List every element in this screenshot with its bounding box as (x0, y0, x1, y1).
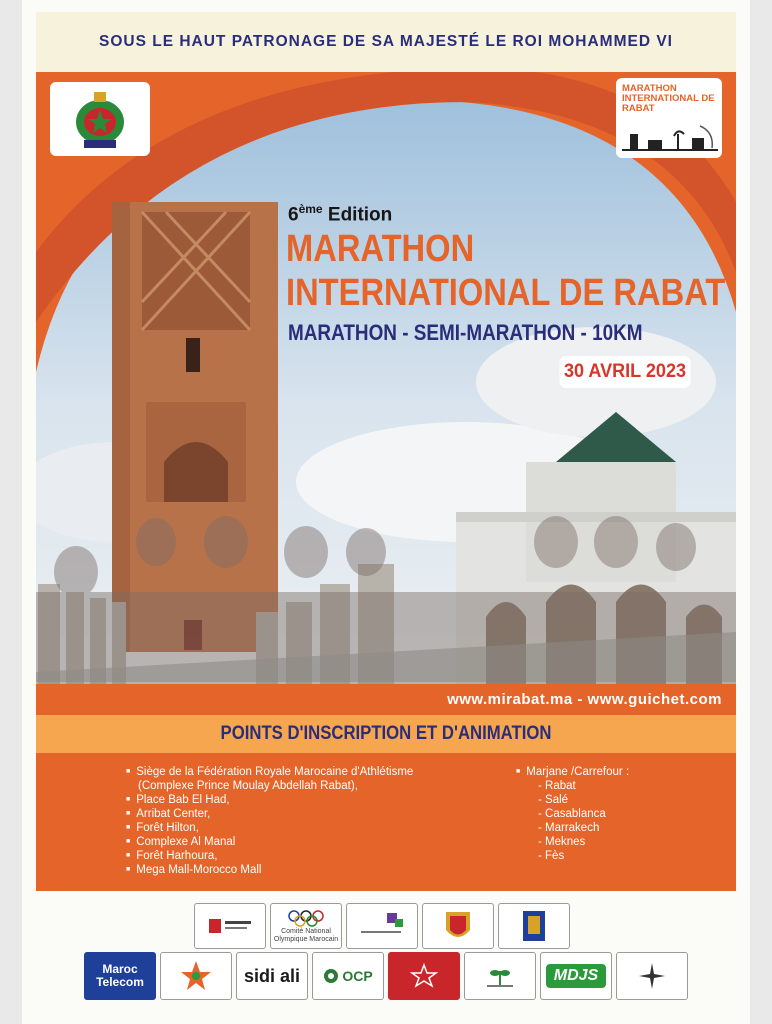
list-item: - Salé (538, 794, 569, 807)
region-logo (346, 903, 418, 949)
rabat-skyline-icon (622, 124, 718, 154)
edition-number: 6 (288, 204, 299, 226)
arribat-center-logo (616, 952, 688, 1000)
marjane-carrefour-list (516, 765, 716, 863)
list-item: ■ Arribat Center, (126, 807, 506, 821)
maroc-telecom-line-1: Maroc (102, 962, 138, 976)
cnom-logo (270, 903, 342, 949)
ram-star-icon (407, 963, 441, 989)
registration-points-list (126, 765, 506, 877)
federation-logo (50, 82, 150, 156)
royal-air-maroc-logo (388, 952, 460, 1000)
plant-icon (483, 963, 517, 989)
mdjs-text: MDJS (546, 964, 606, 988)
points-heading (36, 715, 736, 753)
hero-illustration (36, 72, 736, 715)
event-date-badge: 30 AVRIL 2023 (559, 356, 690, 388)
cnom-line-1: Comité National (281, 928, 331, 935)
list-item: ■ Forêt Harhoura, (126, 849, 506, 863)
list-item: - Casablanca (538, 808, 606, 821)
title-line-1: MARATHON (286, 228, 475, 270)
shield-emblem-icon (443, 906, 473, 946)
patronage-banner: SOUS LE HAUT PATRONAGE DE SA MAJESTÉ LE ROI MOHAMMED VI (36, 12, 736, 72)
edition-label (288, 202, 392, 226)
sidi-ali-logo: sidi ali (236, 952, 308, 1000)
ocp-logo (312, 952, 384, 1000)
event-logo (616, 78, 722, 158)
crest-icon (519, 907, 549, 945)
websites-banner: www.mirabat.ma - www.guichet.com (36, 684, 736, 715)
olympic-rings-icon (286, 908, 326, 928)
credit-agricole-logo (464, 952, 536, 1000)
compass-star-icon (637, 961, 667, 991)
star-icon (179, 959, 213, 993)
list-item: (Complexe Prince Moulay Abdellah Rabat), (138, 780, 358, 793)
ministry-logo (194, 903, 266, 949)
ocp-text: OCP (342, 968, 373, 984)
points-heading-text: POINTS D'INSCRIPTION ET D'ANIMATION (220, 723, 552, 744)
star-sponsor-logo (160, 952, 232, 1000)
title-line-2: INTERNATIONAL DE RABAT (286, 272, 726, 314)
list-item: ■ Forêt Hilton, (126, 821, 506, 835)
list-title: ■ Marjane /Carrefour : (516, 765, 716, 779)
maroc-telecom-line-2: Telecom (96, 975, 144, 989)
points-list-panel (36, 753, 736, 891)
rabat-prefecture-logo (422, 903, 494, 949)
edition-word: Edition (327, 204, 393, 226)
list-item: ■ Mega Mall-Morocco Mall (126, 863, 506, 877)
event-logo-text: MARATHON INTERNATIONAL DE RABAT (622, 83, 715, 114)
list-item: ■ Place Bab El Had, (126, 793, 506, 807)
maroc-telecom-logo (84, 952, 156, 1000)
hassan-tower (112, 202, 278, 652)
cnom-line-2: Olympique Marocain (273, 936, 339, 943)
region-emblem-icon (357, 911, 407, 941)
city-logo (498, 903, 570, 949)
ministry-emblem-icon (205, 913, 255, 939)
hero-poster (36, 72, 736, 715)
edition-suffix: ème (298, 202, 323, 216)
ocp-emblem-icon (323, 968, 339, 984)
sponsor-logos (22, 900, 750, 1024)
list-item: ■ Siège de la Fédération Royale Marocaine d'Athlétisme (126, 765, 506, 779)
list-item: - Rabat (538, 780, 576, 793)
mdjs-logo (540, 952, 612, 1000)
federation-emblem-icon (70, 88, 130, 150)
list-item: - Meknes (538, 836, 586, 849)
list-item: ■ Complexe Al Manal (126, 835, 506, 849)
race-categories: MARATHON - SEMI-MARATHON - 10KM (288, 320, 643, 345)
list-item: - Fès (538, 850, 565, 863)
list-item: - Marrakech (538, 822, 600, 835)
poster-sheet (22, 0, 750, 1024)
